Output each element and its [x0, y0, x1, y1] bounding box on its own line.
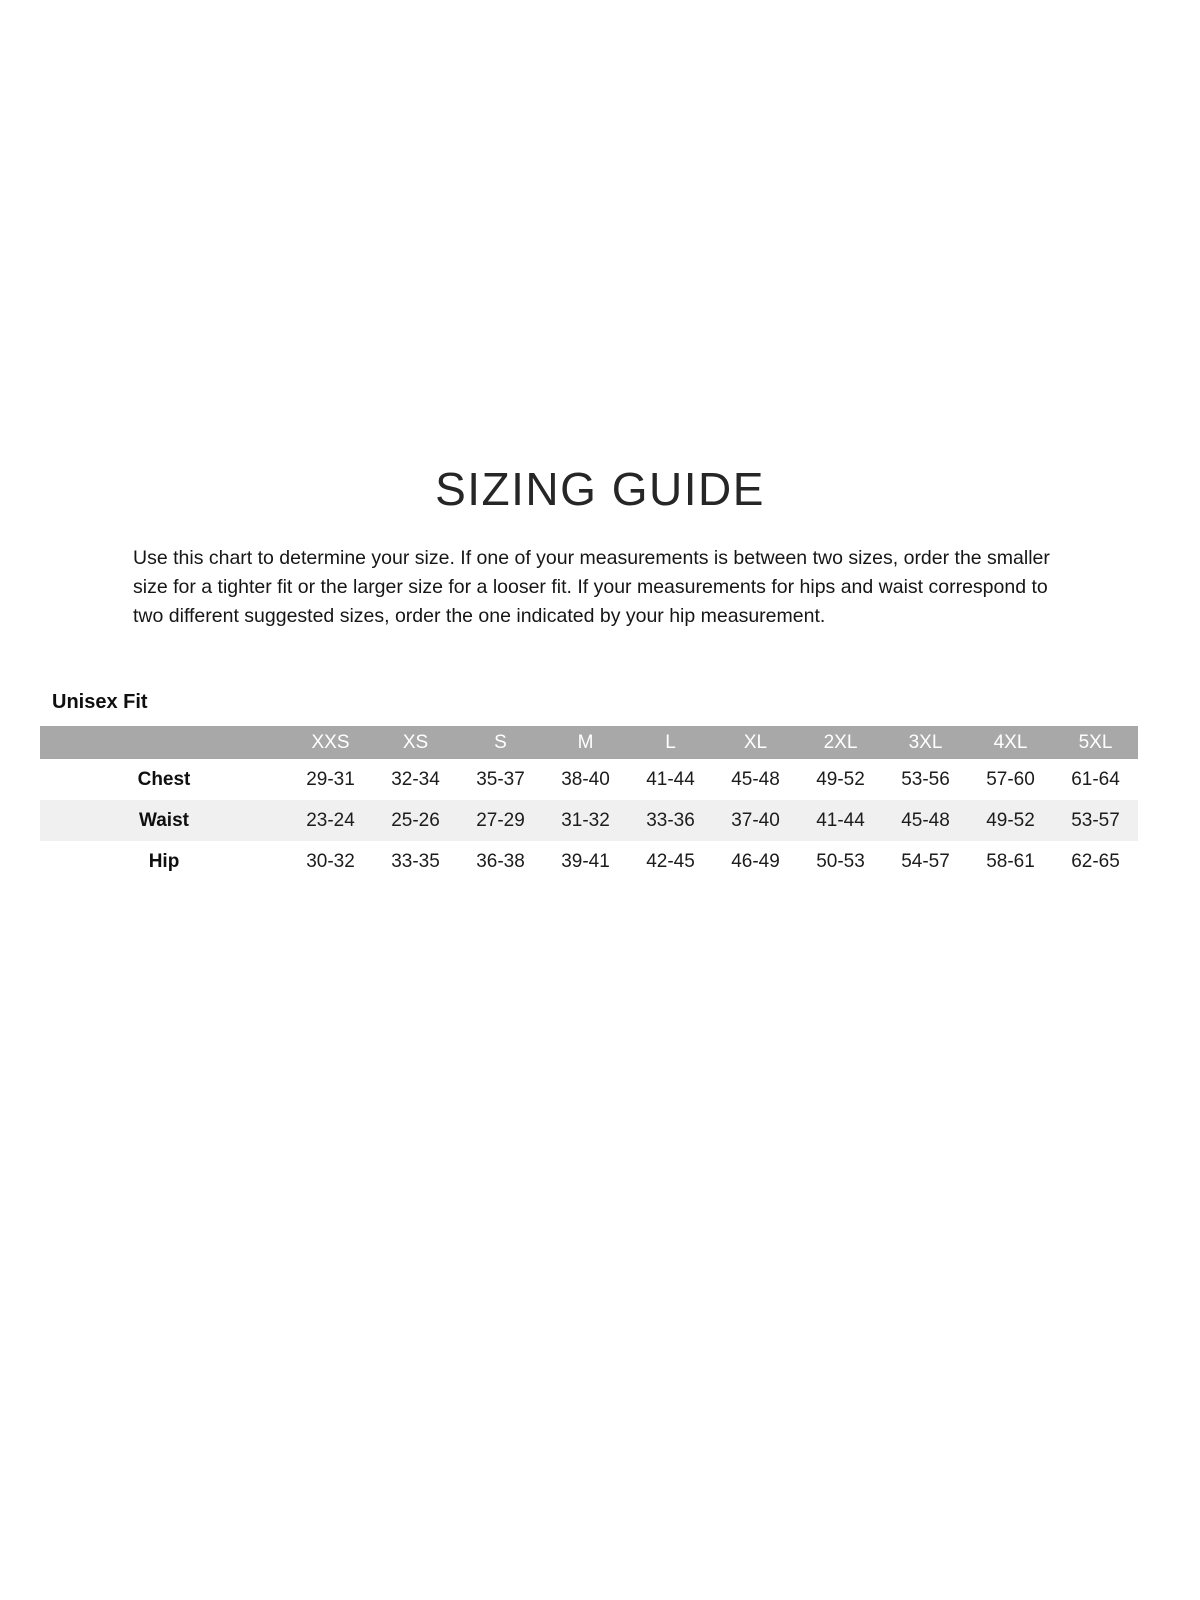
size-column-header: L	[628, 726, 713, 759]
size-column-header: 4XL	[968, 726, 1053, 759]
size-cell: 38-40	[561, 768, 610, 790]
size-cell: 33-35	[391, 850, 440, 872]
section-heading: Unisex Fit	[52, 691, 148, 713]
size-cell: 25-26	[373, 800, 458, 841]
size-cell: 50-53	[816, 850, 865, 872]
table-row-hip	[40, 841, 1138, 882]
size-cell: 36-38	[476, 850, 525, 872]
size-cell: 37-40	[713, 800, 798, 841]
size-cell: 62-65	[1071, 850, 1120, 872]
size-cell: 45-48	[731, 768, 780, 790]
size-cell: 31-32	[543, 800, 628, 841]
size-column-header: M	[543, 726, 628, 759]
size-cell: 39-41	[561, 850, 610, 872]
size-cell: 45-48	[883, 800, 968, 841]
size-column-header: S	[458, 726, 543, 759]
size-column-header: 5XL	[1053, 726, 1138, 759]
size-table	[40, 726, 1138, 882]
size-cell: 32-34	[391, 768, 440, 790]
size-cell: 27-29	[458, 800, 543, 841]
row-label: Hip	[148, 850, 180, 872]
size-cell: 58-61	[986, 850, 1035, 872]
size-column-header: XL	[713, 726, 798, 759]
size-cell: 35-37	[476, 768, 525, 790]
header-empty-cell	[40, 726, 288, 759]
size-cell: 46-49	[731, 850, 780, 872]
intro-paragraph: Use this chart to determine your size. If one of your measurements is between two sizes, order the smaller size for a tighter fit or the larger size for a looser fit. If your measurements for hips and waist correspond to two different suggested sizes, order the one indicated by your hip measurement.	[133, 547, 1050, 627]
size-cell: 41-44	[646, 768, 695, 790]
size-cell: 33-36	[628, 800, 713, 841]
size-cell: 57-60	[986, 768, 1035, 790]
size-header-row	[40, 726, 1138, 759]
size-cell: 53-56	[901, 768, 950, 790]
size-cell: 49-52	[968, 800, 1053, 841]
size-cell: 53-57	[1053, 800, 1138, 841]
size-cell: 61-64	[1071, 768, 1120, 790]
row-label: Waist	[40, 800, 288, 841]
size-column-header: XS	[373, 726, 458, 759]
size-column-header: 3XL	[883, 726, 968, 759]
table-row-waist	[40, 800, 1138, 841]
size-column-header: 2XL	[798, 726, 883, 759]
size-cell: 29-31	[306, 768, 355, 790]
size-cell: 30-32	[306, 850, 355, 872]
size-cell: 41-44	[798, 800, 883, 841]
row-label: Chest	[137, 768, 191, 790]
size-cell: 54-57	[901, 850, 950, 872]
size-column-header: XXS	[288, 726, 373, 759]
page-title: SIZING GUIDE	[435, 463, 765, 515]
size-cell: 42-45	[646, 850, 695, 872]
size-cell: 23-24	[288, 800, 373, 841]
table-row-chest	[40, 759, 1138, 800]
size-cell: 49-52	[816, 768, 865, 790]
